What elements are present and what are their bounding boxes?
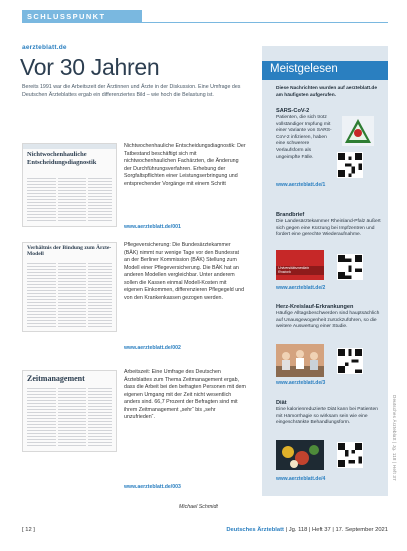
thumbnail-text [27, 178, 112, 222]
thumbnail-text [27, 388, 112, 447]
footer-issue: | Jg. 118 | Heft 37 | 17. September 2021 [285, 527, 388, 533]
article-link[interactable]: www.aerzteblatt.de/001 [124, 224, 181, 230]
food-image [276, 440, 324, 470]
article-text: Pflegeversicherung: Die Bundesärztekammer (BÄK) nimmt nur wenige Tage vor den Bundesrat an der Berliner Kommission (BÄK) Stellung zum Modell einer Pflegeversicherung. Die BÄK hat an anderen Modellen vergleichbar. Unter anderem sollen die Kassen einmal Modell-Kosten mit eigenen Einkommen, differenzieren Pflegegeld und von den Krankenkassen gezogen werden. [124, 242, 245, 301]
article-link[interactable]: www.aerzteblatt.de/002 [124, 345, 181, 351]
thumbnail-gutter [86, 388, 88, 447]
thumbnail-gutter [86, 263, 88, 327]
most-read-item-text: Die Landesärztekammer Rheinland-Pfalz äußert sich gegen eine Kürzung bei Impfzentren und fordert eine gerechte Wiederaufnahme. [276, 219, 381, 238]
most-read-link[interactable]: www.aerzteblatt.de/3 [276, 380, 326, 386]
vertical-side-text: Deutsches Ärzteblatt | Jg. 118 | Heft 37 [392, 395, 397, 481]
warning-sign-image [342, 116, 374, 146]
most-read-item [276, 212, 384, 239]
most-read-item-text: Häufige Alltagsbeschwerden sind hauptsächlich auf Unausgewogenheit zurückzuführen, so die weitere Auswertung einer Studie. [276, 311, 380, 330]
hospital-caption: Universitätsmedizin Rostock [276, 266, 324, 275]
most-read-item-text: Patienten, die sich trotz vollständiger Impfung mit einer Variante von SARS-CoV-2 infizieren, haben eine schwerere Verlaufsform als ungeimpfte Fälle. [276, 115, 332, 160]
footer-journal: Deutsches Ärzteblatt [226, 527, 284, 533]
article-thumbnail [22, 370, 117, 452]
most-read-item [276, 304, 384, 331]
thumbnail-gutter [56, 263, 58, 327]
hospital-image [276, 250, 324, 280]
page-title: Vor 30 Jahren [20, 54, 160, 80]
sidebar-title: Meistgelesen [270, 63, 338, 75]
most-read-sidebar [262, 46, 388, 496]
most-read-item [276, 400, 384, 427]
sidebar-header [262, 61, 388, 80]
footer [226, 527, 388, 533]
thumbnail-title: Nichtwochenhauliche Entscheidungsdiagnostik [27, 151, 97, 166]
intro-text: Bereits 1991 war die Arbeitszeit der Ärztinnen und Ärzte in der Diskussion. Eine Umfrage des Deutschen Ärzteblattes ergab ein differenziertes Bild – wie hoch die Belastung ist. [22, 84, 241, 98]
sidebar-subtitle: Diese Nachrichten wurden auf aerzteblatt.de am häufigsten aufgerufen. [276, 86, 378, 98]
most-read-item-title: Diät [276, 400, 287, 406]
thumbnail-title: Verhältnis der Bindung zum Ärzte-Modell [27, 245, 112, 258]
divider [22, 22, 388, 23]
most-read-link[interactable]: www.aerzteblatt.de/2 [276, 285, 326, 291]
most-read-item-title: Brandbrief [276, 212, 305, 218]
qr-code [337, 442, 363, 468]
qr-code [337, 348, 363, 374]
thumbnail-text [27, 263, 112, 327]
qr-code [337, 152, 363, 178]
running-group-image [276, 344, 324, 377]
article-thumbnail [22, 242, 117, 332]
most-read-link[interactable]: www.aerzteblatt.de/4 [276, 476, 326, 482]
thumbnail-gutter [86, 178, 88, 222]
article-thumbnail [22, 143, 117, 227]
most-read-item-text: Eine kalorienreduzierte Diät kann bei Patienten mit Hämorrhagie so wirksam sein wie eine eingeschränkte Behandlungsform. [276, 407, 378, 426]
overline: aerzteblatt.de [22, 44, 67, 51]
author-byline: Michael Schmidt [179, 504, 218, 510]
section-label: SCHLUSSPUNKT [22, 10, 142, 23]
thumbnail-title: Zeitmanagement [27, 374, 85, 383]
article-text: Nichtwochenhauliche Entscheidungsdiagnostik: Der Tatbestand beschäftigt sich mit nichtwochenhaulichen Fachärzten, die Änderung der Durchführungsverfahren. Erhebung der Sorgfaltspflichten einer Leistungserbringung und entsprechender Vorgänge mit einem Schritt [124, 143, 246, 187]
qr-code [337, 254, 363, 280]
thumbnail-gutter [56, 388, 58, 447]
page-number: [ 12 ] [22, 527, 35, 533]
article-link[interactable]: www.aerzteblatt.de/003 [124, 484, 181, 490]
most-read-item-title: Herz-Kreislauf-Erkrankungen [276, 304, 354, 310]
thumbnail-gutter [56, 178, 58, 222]
most-read-link[interactable]: www.aerzteblatt.de/1 [276, 182, 326, 188]
article-text: Arbeitszeit: Eine Umfrage des Deutschen Ärzteblattes zum Thema Zeitmanagement ergab, dass die Arbeit bei den befragten Personen mit dem eigenen Umgang mit der Zeit nicht wesentlich anders sind. 66,7 Prozent der Befragten sind mit ihrem Zeitmanagement „sehr“ bis „sehr unzufrieden“. [124, 369, 246, 420]
most-read-item-title: SARS-CoV-2 [276, 108, 310, 114]
